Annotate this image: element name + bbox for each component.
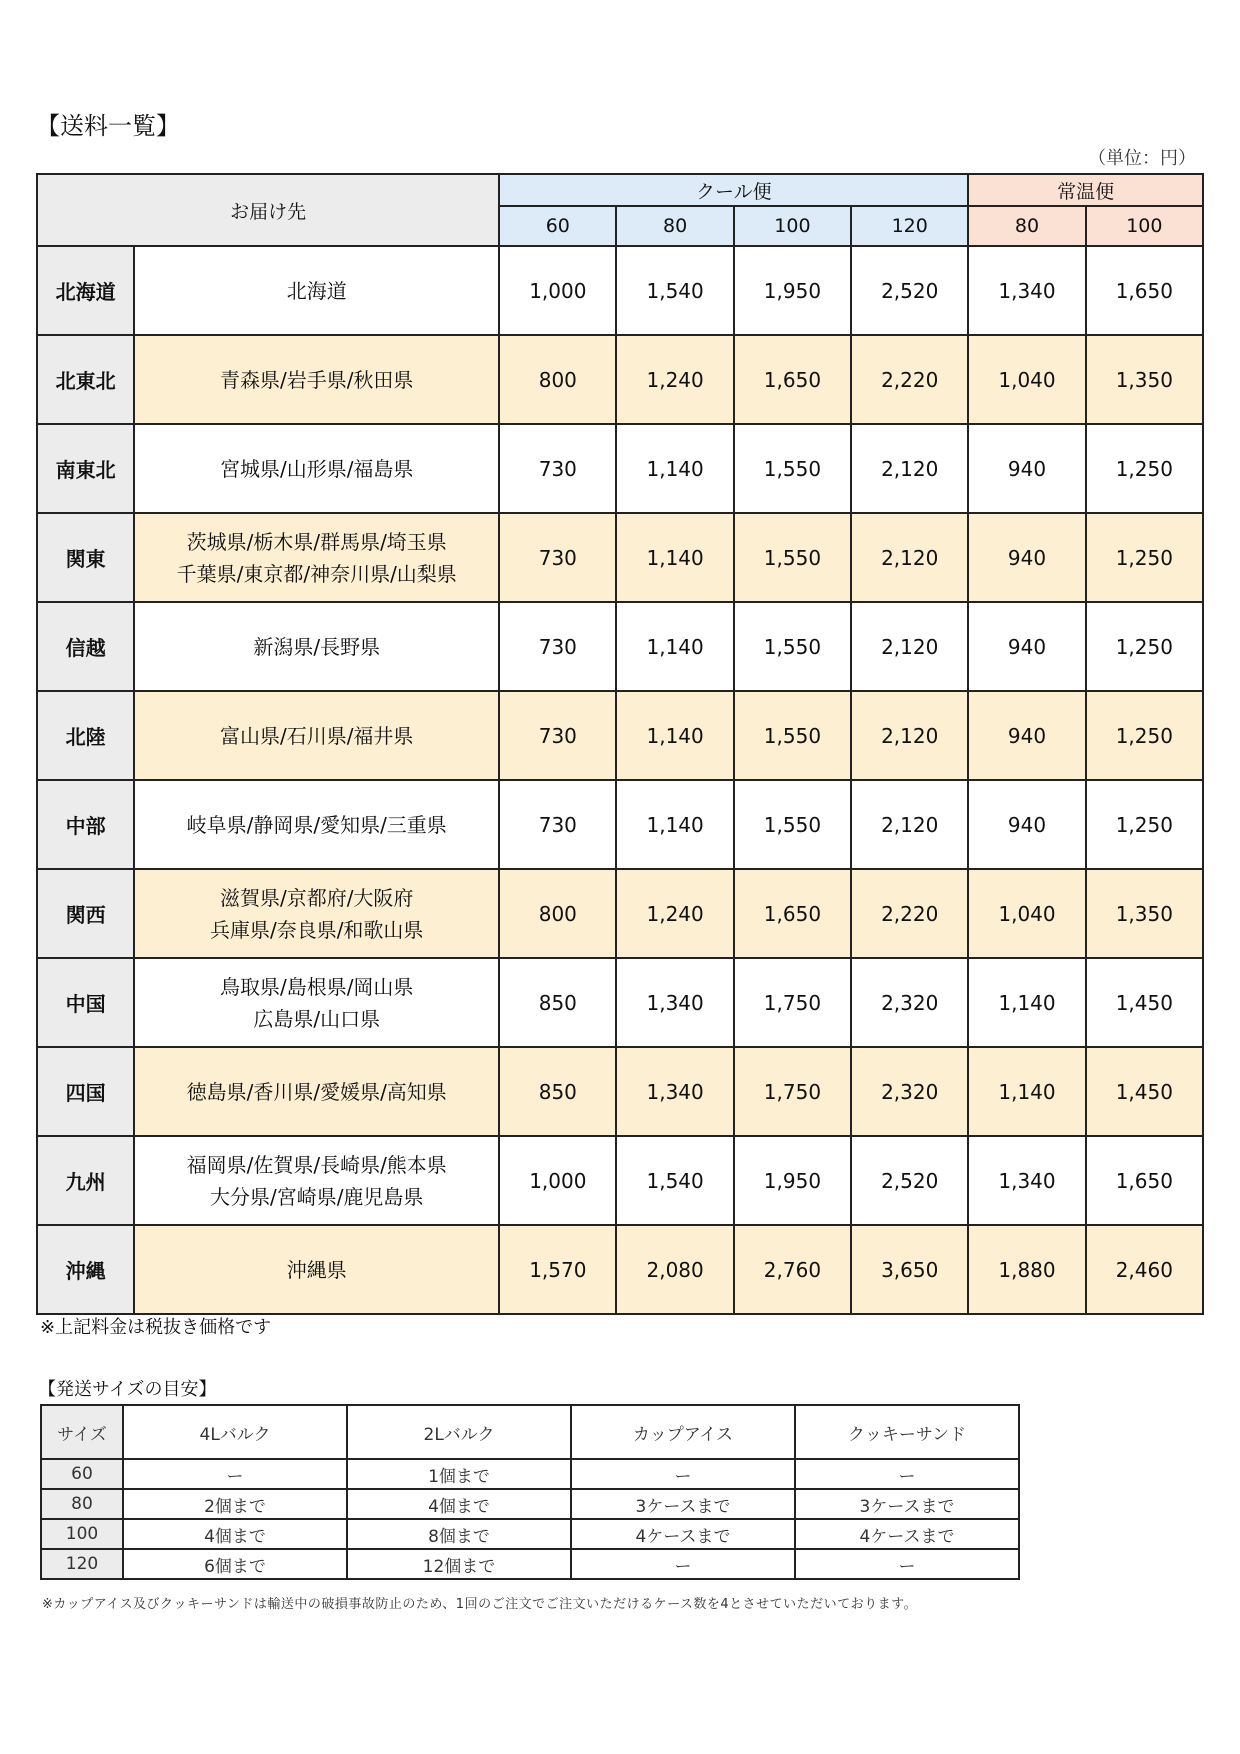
cool-price: 1,750 — [734, 958, 851, 1047]
cool-price: 2,520 — [851, 1136, 968, 1225]
cool-price: 1,950 — [734, 246, 851, 335]
cool-price: 2,080 — [616, 1225, 733, 1314]
size-value: 80 — [41, 1489, 123, 1519]
region-name: 北東北 — [37, 335, 134, 424]
cool-price: 1,140 — [616, 424, 733, 513]
size-capacity: ー — [571, 1549, 795, 1579]
cool-header: クール便 — [499, 174, 968, 206]
size-value: 120 — [41, 1549, 123, 1579]
cool-price: 800 — [499, 869, 616, 958]
prefecture-list — [134, 958, 499, 1047]
prefecture-line: 宮城県/山形県/福島県 — [219, 456, 414, 481]
rate-row — [37, 869, 1203, 958]
cool-price: 2,120 — [851, 424, 968, 513]
size-guide-header: カップアイス — [571, 1405, 795, 1459]
normal-price: 1,040 — [968, 869, 1085, 958]
normal-price: 1,650 — [1086, 1136, 1203, 1225]
cool-size-header: 80 — [616, 206, 733, 246]
cool-price: 1,570 — [499, 1225, 616, 1314]
region-name: 中部 — [37, 780, 134, 869]
normal-price: 1,040 — [968, 335, 1085, 424]
size-guide-header: 2Lバルク — [347, 1405, 571, 1459]
size-guide-header: サイズ — [41, 1405, 123, 1459]
region-name: 関東 — [37, 513, 134, 602]
size-capacity: ー — [571, 1459, 795, 1489]
prefecture-line: 兵庫県/奈良県/和歌山県 — [209, 917, 424, 942]
prefecture-list — [134, 869, 499, 958]
destination-header: お届け先 — [37, 174, 499, 246]
size-guide-row — [41, 1489, 1019, 1519]
prefecture-line: 青森県/岩手県/秋田県 — [219, 367, 414, 392]
prefecture-line: 大分県/宮崎県/鹿児島県 — [209, 1184, 424, 1209]
cool-price: 1,240 — [616, 335, 733, 424]
rate-row — [37, 513, 1203, 602]
normal-price: 1,880 — [968, 1225, 1085, 1314]
cool-price: 1,550 — [734, 424, 851, 513]
cool-price: 2,760 — [734, 1225, 851, 1314]
cool-size-header: 60 — [499, 206, 616, 246]
cool-price: 1,550 — [734, 780, 851, 869]
cool-price: 2,120 — [851, 780, 968, 869]
case-limit-note: ※カップアイス及びクッキーサンドは輸送中の破損事故防止のため、1回のご注文でご注文いただけるケース数を4とさせていただいております。 — [42, 1597, 918, 1612]
cool-price: 2,220 — [851, 869, 968, 958]
prefecture-line: 千葉県/東京都/神奈川県/山梨県 — [176, 561, 457, 586]
prefecture-line: 徳島県/香川県/愛媛県/高知県 — [186, 1079, 447, 1104]
prefecture-list — [134, 1136, 499, 1225]
size-capacity: 6個まで — [123, 1549, 347, 1579]
size-capacity: 4ケースまで — [571, 1519, 795, 1549]
size-guide-header: 4Lバルク — [123, 1405, 347, 1459]
normal-price: 1,250 — [1086, 780, 1203, 869]
size-capacity: 4ケースまで — [795, 1519, 1019, 1549]
size-capacity: ー — [795, 1459, 1019, 1489]
region-name: 九州 — [37, 1136, 134, 1225]
prefecture-line: 新潟県/長野県 — [253, 634, 381, 659]
prefecture-line: 滋賀県/京都府/大阪府 — [219, 885, 414, 910]
prefecture-list — [134, 335, 499, 424]
size-guide-title: 【発送サイズの目安】 — [38, 1379, 217, 1400]
cool-price: 730 — [499, 691, 616, 780]
cool-price: 1,240 — [616, 869, 733, 958]
region-name: 北陸 — [37, 691, 134, 780]
prefecture-line: 沖縄県 — [286, 1257, 347, 1282]
normal-price: 940 — [968, 780, 1085, 869]
normal-price: 940 — [968, 602, 1085, 691]
size-capacity: 4個まで — [347, 1489, 571, 1519]
normal-size-header: 100 — [1086, 206, 1203, 246]
normal-size-header: 80 — [968, 206, 1085, 246]
size-guide-row — [41, 1549, 1019, 1579]
size-capacity: 2個まで — [123, 1489, 347, 1519]
cool-size-header: 100 — [734, 206, 851, 246]
rate-row — [37, 780, 1203, 869]
region-name: 沖縄 — [37, 1225, 134, 1314]
cool-price: 2,220 — [851, 335, 968, 424]
size-capacity: ー — [123, 1459, 347, 1489]
cool-price: 3,650 — [851, 1225, 968, 1314]
page-title: 【送料一覧】 — [36, 112, 180, 140]
normal-price: 940 — [968, 424, 1085, 513]
prefecture-list — [134, 424, 499, 513]
rate-row — [37, 246, 1203, 335]
cool-price: 1,540 — [616, 1136, 733, 1225]
rate-row — [37, 424, 1203, 513]
normal-price: 1,450 — [1086, 958, 1203, 1047]
cool-price: 1,140 — [616, 602, 733, 691]
cool-price: 2,120 — [851, 513, 968, 602]
tax-note: ※上記料金は税抜き価格です — [40, 1317, 272, 1338]
cool-price: 2,520 — [851, 246, 968, 335]
size-guide-row — [41, 1519, 1019, 1549]
normal-price: 1,250 — [1086, 691, 1203, 780]
prefecture-line: 岐阜県/静岡県/愛知県/三重県 — [186, 812, 447, 837]
cool-price: 1,340 — [616, 1047, 733, 1136]
size-capacity: 1個まで — [347, 1459, 571, 1489]
prefecture-list — [134, 1047, 499, 1136]
region-name: 信越 — [37, 602, 134, 691]
unit-label: （単位：円） — [1088, 148, 1196, 169]
prefecture-list — [134, 780, 499, 869]
rate-row — [37, 335, 1203, 424]
cool-price: 1,540 — [616, 246, 733, 335]
cool-price: 1,550 — [734, 513, 851, 602]
size-guide-table — [40, 1404, 1020, 1580]
cool-price: 1,950 — [734, 1136, 851, 1225]
prefecture-list — [134, 513, 499, 602]
normal-price: 1,350 — [1086, 869, 1203, 958]
cool-price: 1,000 — [499, 1136, 616, 1225]
size-capacity: 4個まで — [123, 1519, 347, 1549]
size-capacity: 8個まで — [347, 1519, 571, 1549]
normal-price: 1,450 — [1086, 1047, 1203, 1136]
region-name: 四国 — [37, 1047, 134, 1136]
normal-price: 940 — [968, 513, 1085, 602]
normal-price: 1,140 — [968, 958, 1085, 1047]
cool-price: 2,120 — [851, 691, 968, 780]
rate-row — [37, 1136, 1203, 1225]
prefecture-list — [134, 602, 499, 691]
rate-row — [37, 691, 1203, 780]
cool-size-header: 120 — [851, 206, 968, 246]
prefecture-line: 茨城県/栃木県/群馬県/埼玉県 — [186, 529, 447, 554]
cool-price: 850 — [499, 958, 616, 1047]
rate-row — [37, 1225, 1203, 1314]
normal-price: 1,340 — [968, 246, 1085, 335]
region-name: 北海道 — [37, 246, 134, 335]
prefecture-list — [134, 246, 499, 335]
cool-price: 1,140 — [616, 780, 733, 869]
normal-price: 1,250 — [1086, 424, 1203, 513]
cool-price: 730 — [499, 602, 616, 691]
cool-price: 850 — [499, 1047, 616, 1136]
cool-price: 1,750 — [734, 1047, 851, 1136]
cool-price: 730 — [499, 424, 616, 513]
rate-row — [37, 602, 1203, 691]
prefecture-list — [134, 691, 499, 780]
cool-price: 730 — [499, 780, 616, 869]
normal-header: 常温便 — [968, 174, 1203, 206]
size-value: 60 — [41, 1459, 123, 1489]
region-name: 南東北 — [37, 424, 134, 513]
size-guide-header: クッキーサンド — [795, 1405, 1019, 1459]
cool-price: 1,340 — [616, 958, 733, 1047]
size-guide-row — [41, 1459, 1019, 1489]
cool-price: 1,000 — [499, 246, 616, 335]
prefecture-list — [134, 1225, 499, 1314]
cool-price: 2,320 — [851, 1047, 968, 1136]
normal-price: 1,140 — [968, 1047, 1085, 1136]
cool-price: 1,550 — [734, 691, 851, 780]
size-capacity: 12個まで — [347, 1549, 571, 1579]
prefecture-line: 広島県/山口県 — [253, 1006, 381, 1031]
region-name: 関西 — [37, 869, 134, 958]
cool-price: 1,650 — [734, 335, 851, 424]
region-name: 中国 — [37, 958, 134, 1047]
size-capacity: 3ケースまで — [795, 1489, 1019, 1519]
cool-price: 2,320 — [851, 958, 968, 1047]
normal-price: 1,350 — [1086, 335, 1203, 424]
cool-price: 1,140 — [616, 513, 733, 602]
size-capacity: 3ケースまで — [571, 1489, 795, 1519]
rate-row — [37, 1047, 1203, 1136]
normal-price: 1,250 — [1086, 602, 1203, 691]
normal-price: 940 — [968, 691, 1085, 780]
size-value: 100 — [41, 1519, 123, 1549]
normal-price: 1,250 — [1086, 513, 1203, 602]
cool-price: 730 — [499, 513, 616, 602]
prefecture-line: 北海道 — [286, 278, 347, 303]
prefecture-line: 富山県/石川県/福井県 — [219, 723, 414, 748]
normal-price: 2,460 — [1086, 1225, 1203, 1314]
size-capacity: ー — [795, 1549, 1019, 1579]
normal-price: 1,650 — [1086, 246, 1203, 335]
prefecture-line: 福岡県/佐賀県/長崎県/熊本県 — [186, 1152, 447, 1177]
cool-price: 800 — [499, 335, 616, 424]
rate-row — [37, 958, 1203, 1047]
cool-price: 1,140 — [616, 691, 733, 780]
shipping-rate-table — [36, 173, 1204, 1315]
cool-price: 2,120 — [851, 602, 968, 691]
prefecture-line: 鳥取県/島根県/岡山県 — [219, 974, 414, 999]
cool-price: 1,650 — [734, 869, 851, 958]
normal-price: 1,340 — [968, 1136, 1085, 1225]
cool-price: 1,550 — [734, 602, 851, 691]
